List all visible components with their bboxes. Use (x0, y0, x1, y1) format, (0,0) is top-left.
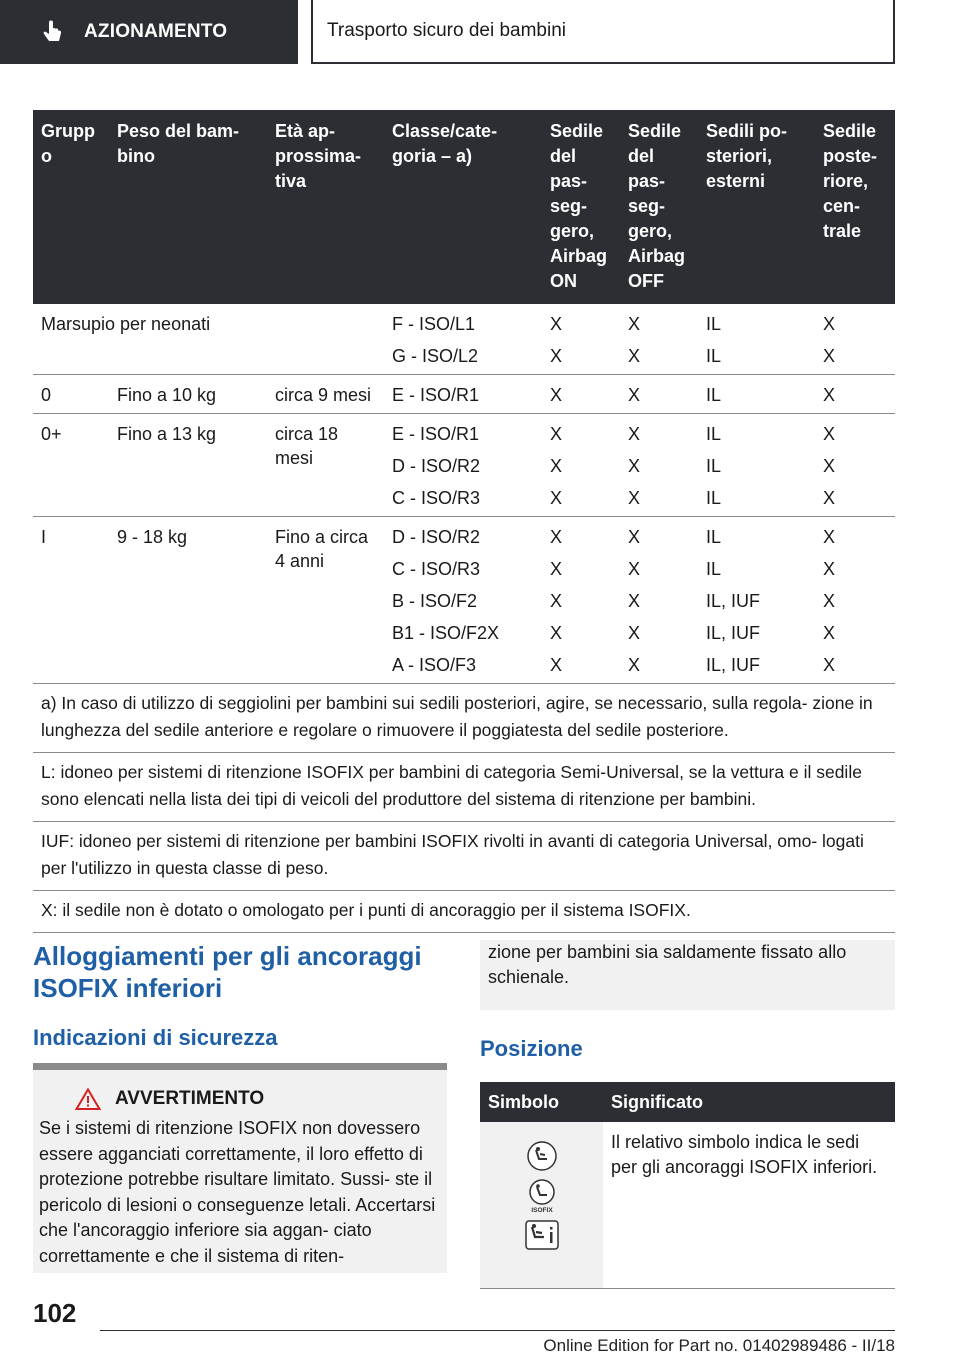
table-row (480, 1122, 895, 1288)
warning-triangle-icon (75, 1088, 101, 1110)
table-row (33, 375, 895, 414)
cell-value: X (550, 591, 563, 611)
cell-airbag-on (542, 304, 620, 375)
col-header-group: Grupp o (33, 110, 109, 304)
cell-rear-center (815, 375, 895, 414)
cell-class (384, 375, 542, 414)
cell-value: X (628, 456, 641, 476)
col-header-class: Classe/cate- goria – a) (384, 110, 542, 304)
cell-airbag-on (542, 517, 620, 684)
warning-header (75, 1088, 437, 1110)
warning-title: AVVERTIMENTO (115, 1088, 265, 1109)
cell-value: IL, IUF (706, 655, 761, 675)
child-seat-info-icon (525, 1220, 559, 1250)
cell-rear-outer (698, 517, 815, 684)
cell-value: G - ISO/L2 (392, 346, 479, 366)
cell-value: X (628, 424, 641, 444)
cell-value: IL, IUF (706, 591, 761, 611)
cell-value: C - ISO/R3 (392, 559, 481, 579)
table-note: IUF: idoneo per sistemi di ritenzione per bambini ISOFIX rivolti in avanti di categoria Universal, omo- logati per l'utilizzo in questa classe di peso. (33, 822, 895, 891)
warning-continuation: zione per bambini sia saldamente fissato allo schienale. (480, 940, 895, 1010)
cell-weight: 9 - 18 kg (109, 517, 267, 684)
cell-value: X (550, 385, 563, 405)
cell-value: IL (706, 314, 722, 334)
cell-airbag-on (542, 375, 620, 414)
table-row (33, 414, 895, 517)
col-header-age: Età ap- prossima- tiva (267, 110, 384, 304)
cell-group: 0+ (33, 414, 109, 517)
cell-rear-center (815, 304, 895, 375)
safety-subheading: Indicazioni di sicurezza (33, 1025, 278, 1050)
col-header-weight: Peso del bam- bino (109, 110, 267, 304)
cell-value: X (823, 346, 836, 366)
cell-airbag-off (620, 517, 698, 684)
table-note-row (33, 822, 895, 891)
cell-value: B1 - ISO/F2X (392, 623, 500, 643)
symbol-table (480, 1082, 895, 1289)
section-heading: Alloggiamenti per gli ancoraggi ISOFIX inferiori (33, 941, 422, 1003)
cell-value: D - ISO/R2 (392, 456, 481, 476)
cell-age: circa 9 mesi (267, 375, 384, 414)
cell-value: IL (706, 456, 722, 476)
footer-divider (100, 1330, 895, 1331)
col-header-symbol: Simbolo (480, 1082, 603, 1122)
cell-value: X (628, 655, 641, 675)
cell-value: B - ISO/F2 (392, 591, 478, 611)
cell-value: X (823, 385, 836, 405)
cell-airbag-off (620, 414, 698, 517)
symbol-meaning: Il relativo simbolo indica le sedi per gli ancoraggi ISOFIX inferiori. (603, 1122, 895, 1288)
cell-rear-outer (698, 414, 815, 517)
cell-value: F - ISO/L1 (392, 314, 476, 334)
cell-value: X (550, 314, 563, 334)
cell-value: X (628, 623, 641, 643)
cell-value: IL (706, 346, 722, 366)
col-header-airbag-on: Sedile del pas- seg- gero, Airbag ON (542, 110, 620, 304)
cell-value: X (823, 424, 836, 444)
cell-airbag-on (542, 414, 620, 517)
table-note-row (33, 891, 895, 933)
cell-value: X (550, 456, 563, 476)
cell-value: X (823, 314, 836, 334)
table-note: L: idoneo per sistemi di ritenzione ISOFIX per bambini di categoria Semi-Universal, se la vettura e il sedile sono elencati nella lista dei tipi di veicoli del produttore del sistema di ritenzione per bambini. (33, 753, 895, 822)
cell-value: X (550, 559, 563, 579)
cell-value: X (823, 623, 836, 643)
isofix-label: ISOFIX (530, 1207, 553, 1214)
cell-value: IL (706, 424, 722, 444)
table-note-row (33, 753, 895, 822)
table-note-row (33, 684, 895, 753)
symbol-table-header (480, 1082, 895, 1122)
cell-value: X (823, 591, 836, 611)
warning-box (33, 1063, 447, 1273)
cell-rear-center (815, 414, 895, 517)
cell-value: IL (706, 488, 722, 508)
cell-value: IL (706, 559, 722, 579)
cell-value: X (823, 655, 836, 675)
cell-weight: Fino a 13 kg (109, 414, 267, 517)
col-header-rear-outer: Sedili po- steriori, esterni (698, 110, 815, 304)
col-header-airbag-off: Sedile del pas- seg- gero, Airbag OFF (620, 110, 698, 304)
col-header-rear-center: Sedile poste- riore, cen- trale (815, 110, 895, 304)
cell-value: X (628, 346, 641, 366)
cell-class (384, 517, 542, 684)
cell-value: C - ISO/R3 (392, 488, 481, 508)
cell-age: Fino a circa 4 anni (267, 517, 384, 684)
cell-airbag-off (620, 375, 698, 414)
cell-value: X (628, 559, 641, 579)
cell-value: IL (706, 385, 722, 405)
cell-value: A - ISO/F3 (392, 655, 477, 675)
topic-title: Trasporto sicuro dei bambini (327, 20, 567, 41)
cell-value: X (550, 424, 563, 444)
cell-value: IL (706, 527, 722, 547)
col-header-meaning: Significato (603, 1082, 895, 1122)
table-note: a) In caso di utilizzo di seggiolini per bambini sui sedili posteriori, agire, se necessario, sulla regola- zione in lunghezza del sedile anteriore e regolare o rimuovere il poggiatesta del sedile posteriore. (33, 684, 895, 753)
isofix-label-icon (525, 1178, 559, 1214)
cell-value: X (550, 488, 563, 508)
cell-group: 0 (33, 375, 109, 414)
position-heading: Posizione (480, 1036, 583, 1061)
cell-value: X (550, 527, 563, 547)
cell-value: E - ISO/R1 (392, 424, 480, 444)
cell-value: X (550, 623, 563, 643)
cell-value: X (823, 456, 836, 476)
table-header-row (33, 110, 895, 304)
cell-value: X (628, 591, 641, 611)
table-note: X: il sedile non è dotato o omologato per i punti di ancoraggio per il sistema ISOFIX. (33, 891, 895, 933)
cell-value: X (823, 559, 836, 579)
cell-group: Marsupio per neonati (33, 304, 384, 375)
cell-age: circa 18 mesi (267, 414, 384, 517)
cell-weight: Fino a 10 kg (109, 375, 267, 414)
cell-value: X (823, 527, 836, 547)
cell-rear-outer (698, 375, 815, 414)
warning-text: Se i sistemi di ritenzione ISOFIX non dovessero essere agganciati correttamente, il loro effetto di protezione potrebbe risultare limitato. Sussi- ste il pericolo di lesioni o conseguenze letali. Accertarsi che l'ancoraggio inferiore sia aggan- ciato correttamente e che il sistema di riten- (39, 1118, 436, 1266)
cell-rear-outer (698, 304, 815, 375)
cell-value: D - ISO/R2 (392, 527, 481, 547)
section-title: AZIONAMENTO (84, 21, 228, 42)
topic-box (311, 0, 895, 64)
section-tab (0, 0, 298, 64)
cell-value: X (550, 346, 563, 366)
cell-value: X (628, 488, 641, 508)
cell-rear-center (815, 517, 895, 684)
footer-edition: Online Edition for Part no. 01402989486 - II/18 (543, 1336, 895, 1355)
cell-value: X (628, 527, 641, 547)
cell-value: X (628, 385, 641, 405)
child-seat-round-icon (526, 1140, 558, 1172)
cell-class (384, 414, 542, 517)
cell-value: X (628, 314, 641, 334)
cell-group: I (33, 517, 109, 684)
cell-value: E - ISO/R1 (392, 385, 480, 405)
cell-value: X (550, 655, 563, 675)
hand-pointer-icon (40, 19, 66, 45)
isofix-table (33, 110, 895, 933)
cell-class (384, 304, 542, 375)
table-row (33, 517, 895, 684)
symbol-cell (480, 1122, 603, 1288)
cell-value: X (823, 488, 836, 508)
cell-value: IL, IUF (706, 623, 761, 643)
page-number: 102 (33, 1298, 77, 1328)
cell-airbag-off (620, 304, 698, 375)
table-row (33, 304, 895, 375)
